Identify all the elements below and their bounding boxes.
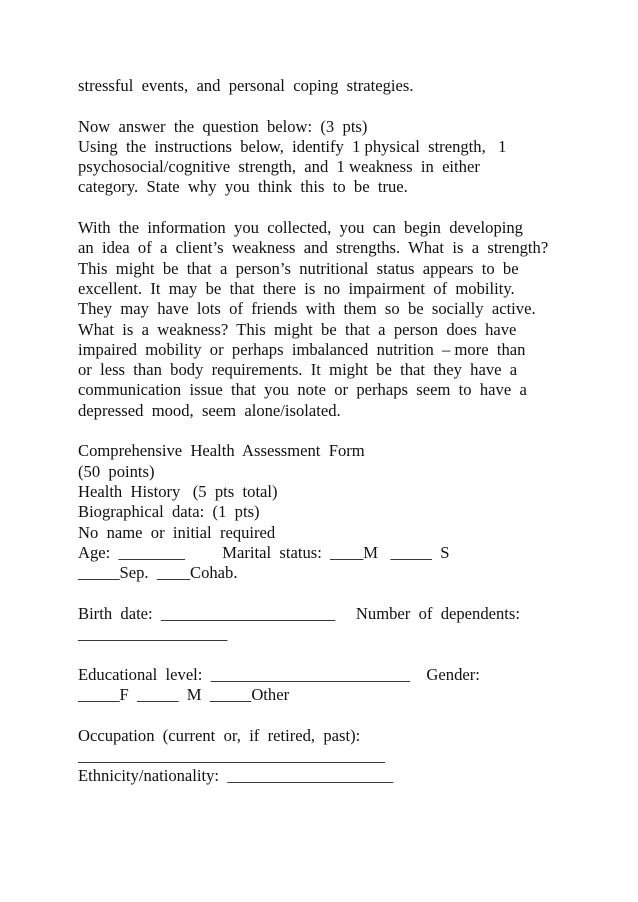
age-marital-field: Age: ________ Marital status: ____M _____ S xyxy=(78,542,450,562)
birth-date-field: Birth date: _____________________ Number of dependents: xyxy=(78,603,520,623)
occupation-blank: _____________________________________ xyxy=(78,745,385,765)
ethnicity-field: Ethnicity/nationality: ____________________ xyxy=(78,766,394,786)
paragraph-gap xyxy=(78,583,598,603)
text-line: impaired mobility or perhaps imbalanced nutrition – more than xyxy=(78,339,526,359)
education-field: Educational level: ________________________ Gender: xyxy=(78,664,480,684)
subsection-heading: Biographical data: (1 pts) xyxy=(78,502,260,522)
text-line: psychosocial/cognitive strength, and 1 weakness in either xyxy=(78,157,480,177)
text-line: What is a weakness? This might be that a person does have xyxy=(78,319,517,339)
text-line: excellent. It may be that there is no impairment of mobility. xyxy=(78,278,515,298)
text-line: depressed mood, seem alone/isolated. xyxy=(78,400,341,420)
paragraph-gap xyxy=(78,96,598,116)
form-points: (50 points) xyxy=(78,461,155,481)
text-line: an idea of a client’s weakness and strengths. What is a strength? xyxy=(78,238,549,258)
text-line: category. State why you think this to be true. xyxy=(78,177,408,197)
section-heading: Health History (5 pts total) xyxy=(78,481,278,501)
paragraph-gap xyxy=(78,705,598,725)
document-body xyxy=(78,76,598,786)
text-line: With the information you collected, you can begin developing xyxy=(78,218,523,238)
occupation-field: Occupation (current or, if retired, past): xyxy=(78,725,361,745)
text-line: or less than body requirements. It might be that they have a xyxy=(78,360,518,380)
paragraph-gap xyxy=(78,421,598,441)
paragraph-gap xyxy=(78,644,598,664)
form-title: Comprehensive Health Assessment Form xyxy=(78,441,365,461)
gender-field: _____F _____ M _____Other xyxy=(78,684,290,704)
marital-field-cont: _____Sep. ____Cohab. xyxy=(78,563,238,583)
text-line: communication issue that you note or perhaps seem to have a xyxy=(78,380,527,400)
text-line: They may have lots of friends with them so be socially active. xyxy=(78,299,536,319)
question-heading: Now answer the question below: (3 pts) xyxy=(78,116,368,136)
text-line: No name or initial required xyxy=(78,522,276,542)
text-line: stressful events, and personal coping strategies. xyxy=(78,76,414,95)
paragraph-gap xyxy=(78,198,598,218)
text-line: This might be that a person’s nutritional status appears to be xyxy=(78,258,519,278)
text-line: Using the instructions below, identify 1 physical strength, 1 xyxy=(78,136,507,156)
dependents-field-cont: __________________ xyxy=(78,624,228,644)
